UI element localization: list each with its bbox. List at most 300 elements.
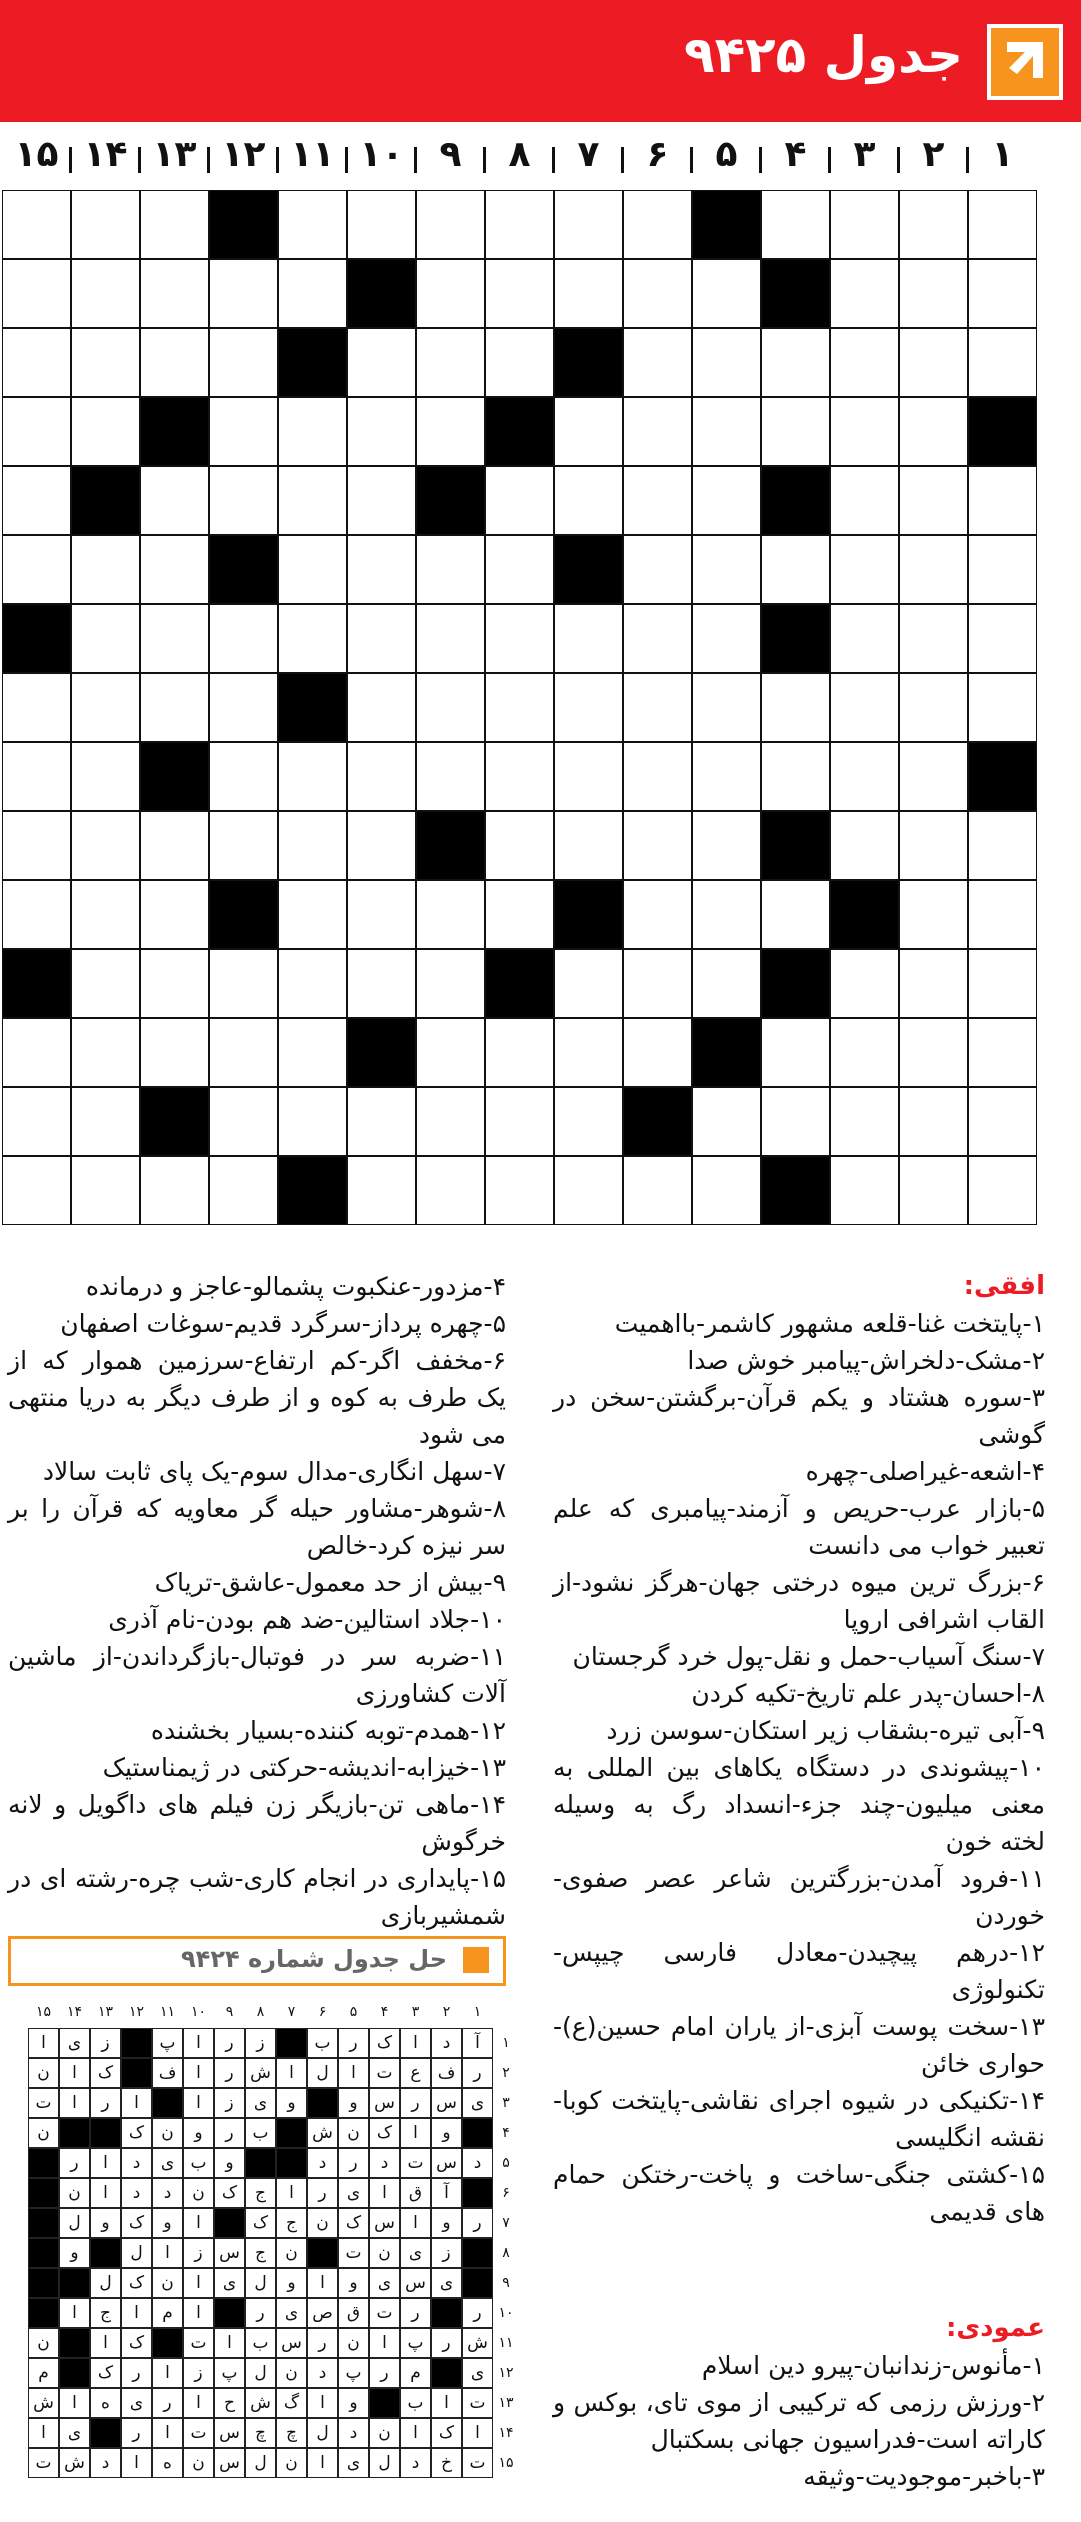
grid-cell[interactable] bbox=[71, 673, 140, 742]
grid-cell[interactable] bbox=[830, 397, 899, 466]
grid-cell[interactable] bbox=[692, 880, 761, 949]
grid-cell[interactable] bbox=[899, 811, 968, 880]
grid-cell[interactable] bbox=[899, 1156, 968, 1225]
grid-cell[interactable] bbox=[899, 949, 968, 1018]
grid-cell[interactable] bbox=[554, 811, 623, 880]
grid-cell[interactable] bbox=[623, 535, 692, 604]
solution-black-cell bbox=[462, 2178, 493, 2208]
solution-row-number: ۹ bbox=[502, 2275, 510, 2291]
column-number: ۴ bbox=[784, 134, 807, 175]
grid-cell[interactable] bbox=[692, 949, 761, 1018]
solution-cell: ی bbox=[152, 2148, 183, 2178]
grid-cell[interactable] bbox=[623, 880, 692, 949]
grid-cell[interactable] bbox=[71, 604, 140, 673]
grid-cell[interactable] bbox=[278, 190, 347, 259]
grid-black-cell bbox=[623, 1087, 692, 1156]
across-clue: ۱-پایتخت غنا-قلعه مشهور کاشمر-بااهمیت bbox=[614, 1309, 1045, 1338]
grid-cell[interactable] bbox=[761, 1018, 830, 1087]
grid-cell[interactable] bbox=[692, 811, 761, 880]
grid-cell[interactable] bbox=[554, 1018, 623, 1087]
solution-title: حل جدول شماره ۹۴۲۴ bbox=[181, 1945, 447, 1973]
grid-cell[interactable] bbox=[278, 811, 347, 880]
solution-column-number: ۷ bbox=[287, 2004, 296, 2020]
solution-cell: ا bbox=[121, 2448, 152, 2478]
solution-cell: ی bbox=[338, 2178, 369, 2208]
grid-cell[interactable] bbox=[347, 1087, 416, 1156]
grid-cell[interactable] bbox=[968, 535, 1037, 604]
column-number: ۳ bbox=[853, 134, 876, 175]
grid-cell[interactable] bbox=[899, 466, 968, 535]
solution-cell: چ bbox=[276, 2418, 307, 2448]
solution-black-cell bbox=[369, 2388, 400, 2418]
grid-cell[interactable] bbox=[71, 949, 140, 1018]
grid-black-cell bbox=[278, 328, 347, 397]
grid-cell[interactable] bbox=[761, 880, 830, 949]
grid-cell[interactable] bbox=[485, 259, 554, 328]
grid-cell[interactable] bbox=[692, 397, 761, 466]
grid-cell[interactable] bbox=[2, 742, 71, 811]
grid-black-cell bbox=[209, 190, 278, 259]
solution-cell: د bbox=[90, 2448, 121, 2478]
solution-black-cell bbox=[307, 2238, 338, 2268]
solution-cell: ق bbox=[400, 2178, 431, 2208]
solution-column-number: ۱ bbox=[473, 2004, 482, 2020]
grid-cell[interactable] bbox=[692, 466, 761, 535]
grid-cell[interactable] bbox=[416, 1018, 485, 1087]
grid-cell[interactable] bbox=[485, 328, 554, 397]
solution-cell: ک bbox=[338, 2208, 369, 2238]
grid-cell[interactable] bbox=[347, 949, 416, 1018]
grid-cell[interactable] bbox=[140, 880, 209, 949]
grid-cell[interactable] bbox=[968, 604, 1037, 673]
grid-cell[interactable] bbox=[71, 328, 140, 397]
grid-cell[interactable] bbox=[278, 535, 347, 604]
grid-cell[interactable] bbox=[278, 1087, 347, 1156]
grid-cell[interactable] bbox=[140, 1156, 209, 1225]
grid-cell[interactable] bbox=[140, 466, 209, 535]
grid-cell[interactable] bbox=[278, 604, 347, 673]
grid-cell[interactable] bbox=[278, 259, 347, 328]
grid-cell[interactable] bbox=[830, 466, 899, 535]
solution-cell: ی bbox=[245, 2088, 276, 2118]
grid-cell[interactable] bbox=[2, 880, 71, 949]
solution-cell: ش bbox=[307, 2118, 338, 2148]
grid-cell[interactable] bbox=[623, 673, 692, 742]
grid-cell[interactable] bbox=[209, 1087, 278, 1156]
grid-cell[interactable] bbox=[692, 259, 761, 328]
solution-black-cell bbox=[90, 2418, 121, 2448]
grid-black-cell bbox=[968, 742, 1037, 811]
grid-cell[interactable] bbox=[140, 328, 209, 397]
grid-cell[interactable] bbox=[968, 673, 1037, 742]
grid-cell[interactable] bbox=[416, 1156, 485, 1225]
solution-black-cell bbox=[59, 2328, 90, 2358]
grid-cell[interactable] bbox=[278, 397, 347, 466]
solution-column-number: ۱۴ bbox=[66, 2004, 83, 2020]
grid-cell[interactable] bbox=[554, 1087, 623, 1156]
solution-cell: س bbox=[431, 2148, 462, 2178]
grid-cell[interactable] bbox=[209, 259, 278, 328]
across-clue: ۲-مشک-دلخراش-پیامبر خوش صدا bbox=[687, 1346, 1045, 1375]
grid-cell[interactable] bbox=[485, 880, 554, 949]
grid-cell[interactable] bbox=[830, 1087, 899, 1156]
grid-cell[interactable] bbox=[761, 328, 830, 397]
solution-black-cell bbox=[121, 2058, 152, 2088]
grid-cell[interactable] bbox=[2, 673, 71, 742]
grid-cell[interactable] bbox=[899, 535, 968, 604]
grid-cell[interactable] bbox=[347, 811, 416, 880]
grid-cell[interactable] bbox=[2, 466, 71, 535]
grid-cell[interactable] bbox=[899, 190, 968, 259]
solution-cell: ن bbox=[28, 2118, 59, 2148]
solution-column-number: ۱۵ bbox=[35, 2004, 52, 2020]
grid-cell[interactable] bbox=[209, 604, 278, 673]
solution-cell: و bbox=[431, 2118, 462, 2148]
grid-cell[interactable] bbox=[347, 880, 416, 949]
grid-cell[interactable] bbox=[2, 1087, 71, 1156]
solution-cell: خ bbox=[431, 2448, 462, 2478]
grid-black-cell bbox=[416, 466, 485, 535]
grid-cell[interactable] bbox=[830, 1156, 899, 1225]
grid-cell[interactable] bbox=[209, 466, 278, 535]
grid-cell[interactable] bbox=[830, 535, 899, 604]
grid-cell[interactable] bbox=[968, 811, 1037, 880]
grid-cell[interactable] bbox=[140, 190, 209, 259]
grid-cell[interactable] bbox=[140, 949, 209, 1018]
grid-cell[interactable] bbox=[554, 949, 623, 1018]
solution-cell: ص bbox=[307, 2298, 338, 2328]
grid-cell[interactable] bbox=[830, 742, 899, 811]
grid-cell[interactable] bbox=[71, 880, 140, 949]
grid-cell[interactable] bbox=[761, 535, 830, 604]
grid-cell[interactable] bbox=[692, 604, 761, 673]
grid-cell[interactable] bbox=[899, 880, 968, 949]
grid-cell[interactable] bbox=[209, 673, 278, 742]
down-clue: ۱۳-خیزابه-اندیشه-حرکتی در ژیمناستیک bbox=[102, 1753, 506, 1782]
grid-cell[interactable] bbox=[830, 1018, 899, 1087]
grid-cell[interactable] bbox=[140, 673, 209, 742]
grid-cell[interactable] bbox=[623, 190, 692, 259]
solution-cell: ک bbox=[245, 2208, 276, 2238]
solution-cell: س bbox=[369, 2208, 400, 2238]
grid-cell[interactable] bbox=[278, 1018, 347, 1087]
grid-cell[interactable] bbox=[830, 190, 899, 259]
solution-black-cell bbox=[245, 2148, 276, 2178]
solution-cell: ا bbox=[90, 2328, 121, 2358]
grid-cell[interactable] bbox=[485, 1087, 554, 1156]
solution-black-cell bbox=[152, 2088, 183, 2118]
grid-cell[interactable] bbox=[554, 190, 623, 259]
grid-cell[interactable] bbox=[278, 742, 347, 811]
grid-cell[interactable] bbox=[416, 604, 485, 673]
grid-cell[interactable] bbox=[623, 1156, 692, 1225]
solution-cell: آ bbox=[462, 2028, 493, 2058]
grid-cell[interactable] bbox=[416, 397, 485, 466]
page-title: جدول ۹۴۲۵ bbox=[684, 26, 963, 84]
grid-cell[interactable] bbox=[623, 604, 692, 673]
grid-cell[interactable] bbox=[554, 397, 623, 466]
solution-cell: ا bbox=[152, 2238, 183, 2268]
solution-black-cell bbox=[28, 2298, 59, 2328]
solution-row-number: ۱۱ bbox=[498, 2335, 514, 2351]
grid-cell[interactable] bbox=[71, 535, 140, 604]
grid-cell[interactable] bbox=[761, 673, 830, 742]
grid-cell[interactable] bbox=[347, 1156, 416, 1225]
grid-cell[interactable] bbox=[209, 811, 278, 880]
grid-cell[interactable] bbox=[2, 328, 71, 397]
grid-cell[interactable] bbox=[485, 1018, 554, 1087]
grid-cell[interactable] bbox=[761, 397, 830, 466]
grid-cell[interactable] bbox=[968, 466, 1037, 535]
grid-cell[interactable] bbox=[761, 1087, 830, 1156]
solution-cell: د bbox=[152, 2178, 183, 2208]
solution-cell: س bbox=[214, 2418, 245, 2448]
grid-cell[interactable] bbox=[209, 1018, 278, 1087]
grid-cell[interactable] bbox=[416, 535, 485, 604]
solution-cell: ا bbox=[183, 2208, 214, 2238]
grid-cell[interactable] bbox=[623, 259, 692, 328]
grid-cell[interactable] bbox=[416, 1087, 485, 1156]
grid-cell[interactable] bbox=[2, 259, 71, 328]
grid-cell[interactable] bbox=[692, 535, 761, 604]
grid-cell[interactable] bbox=[623, 811, 692, 880]
grid-cell[interactable] bbox=[485, 811, 554, 880]
solution-cell: ک bbox=[121, 2118, 152, 2148]
solution-cell: ر bbox=[90, 2088, 121, 2118]
solution-cell: ر bbox=[400, 2088, 431, 2118]
grid-cell[interactable] bbox=[485, 466, 554, 535]
solution-cell: ا bbox=[90, 2148, 121, 2178]
solution-cell: د bbox=[121, 2178, 152, 2208]
grid-cell[interactable] bbox=[2, 1156, 71, 1225]
grid-black-cell bbox=[761, 466, 830, 535]
solution-black-cell bbox=[59, 2268, 90, 2298]
solution-cell: ا bbox=[431, 2388, 462, 2418]
grid-cell[interactable] bbox=[2, 190, 71, 259]
down-clue: ۱۵-پایداری در انجام کاری-شب چره-رشته ای در شمشیربازی bbox=[8, 1864, 506, 1930]
grid-cell[interactable] bbox=[968, 1018, 1037, 1087]
solution-cell: گ bbox=[276, 2388, 307, 2418]
grid-cell[interactable] bbox=[71, 1087, 140, 1156]
grid-cell[interactable] bbox=[416, 190, 485, 259]
grid-black-cell bbox=[761, 811, 830, 880]
grid-cell[interactable] bbox=[416, 259, 485, 328]
solution-black-cell bbox=[90, 2238, 121, 2268]
grid-cell[interactable] bbox=[140, 604, 209, 673]
solution-cell: ف bbox=[152, 2058, 183, 2088]
solution-cell: ی bbox=[59, 2028, 90, 2058]
grid-cell[interactable] bbox=[209, 1156, 278, 1225]
grid-cell[interactable] bbox=[899, 673, 968, 742]
grid-cell[interactable] bbox=[830, 673, 899, 742]
grid-cell[interactable] bbox=[347, 604, 416, 673]
solution-cell: ن bbox=[369, 2238, 400, 2268]
column-number: ۹ bbox=[439, 134, 462, 175]
solution-cell: ل bbox=[245, 2268, 276, 2298]
grid-cell[interactable] bbox=[140, 1018, 209, 1087]
solution-cell: ر bbox=[338, 2148, 369, 2178]
solution-row-number: ۲ bbox=[502, 2065, 510, 2081]
solution-black-cell bbox=[307, 2088, 338, 2118]
solution-cell: ک bbox=[121, 2268, 152, 2298]
solution-black-cell bbox=[462, 2268, 493, 2298]
grid-cell[interactable] bbox=[830, 949, 899, 1018]
grid-cell[interactable] bbox=[140, 535, 209, 604]
grid-cell[interactable] bbox=[761, 190, 830, 259]
grid-cell[interactable] bbox=[968, 880, 1037, 949]
grid-cell[interactable] bbox=[623, 397, 692, 466]
grid-cell[interactable] bbox=[347, 742, 416, 811]
grid-cell[interactable] bbox=[692, 1087, 761, 1156]
grid-cell[interactable] bbox=[71, 1156, 140, 1225]
grid-cell[interactable] bbox=[968, 259, 1037, 328]
grid-cell[interactable] bbox=[416, 673, 485, 742]
solution-cell: ر bbox=[462, 2208, 493, 2238]
down-clue: ۹-بیش از حد معمول-عاشق-تریاک bbox=[154, 1568, 506, 1597]
grid-cell[interactable] bbox=[899, 328, 968, 397]
grid-cell[interactable] bbox=[623, 742, 692, 811]
grid-cell[interactable] bbox=[692, 742, 761, 811]
solution-cell: ن bbox=[338, 2118, 369, 2148]
grid-black-cell bbox=[761, 1156, 830, 1225]
solution-row-number: ۱۲ bbox=[498, 2365, 514, 2381]
grid-cell[interactable] bbox=[968, 328, 1037, 397]
solution-cell: ر bbox=[369, 2358, 400, 2388]
solution-cell: ا bbox=[90, 2178, 121, 2208]
grid-cell[interactable] bbox=[347, 328, 416, 397]
solution-cell: و bbox=[276, 2268, 307, 2298]
grid-cell[interactable] bbox=[347, 190, 416, 259]
grid-cell[interactable] bbox=[968, 190, 1037, 259]
grid-cell[interactable] bbox=[830, 328, 899, 397]
grid-cell[interactable] bbox=[899, 397, 968, 466]
solution-cell: ن bbox=[152, 2118, 183, 2148]
grid-cell[interactable] bbox=[623, 1018, 692, 1087]
grid-cell[interactable] bbox=[830, 604, 899, 673]
grid-cell[interactable] bbox=[71, 190, 140, 259]
grid-cell[interactable] bbox=[830, 811, 899, 880]
grid-cell[interactable] bbox=[347, 673, 416, 742]
solution-cell: ر bbox=[462, 2298, 493, 2328]
grid-cell[interactable] bbox=[485, 742, 554, 811]
grid-cell[interactable] bbox=[71, 811, 140, 880]
grid-cell[interactable] bbox=[554, 673, 623, 742]
across-clues bbox=[553, 1268, 1045, 2230]
solution-cell: ر bbox=[307, 2328, 338, 2358]
grid-cell[interactable] bbox=[140, 259, 209, 328]
solution-black-cell bbox=[28, 2148, 59, 2178]
grid-cell[interactable] bbox=[554, 259, 623, 328]
grid-cell[interactable] bbox=[692, 1156, 761, 1225]
grid-cell[interactable] bbox=[485, 190, 554, 259]
grid-cell[interactable] bbox=[554, 604, 623, 673]
solution-cell: پ bbox=[214, 2358, 245, 2388]
solution-cell: ع bbox=[400, 2058, 431, 2088]
grid-cell[interactable] bbox=[140, 811, 209, 880]
grid-cell[interactable] bbox=[692, 328, 761, 397]
grid-cell[interactable] bbox=[2, 535, 71, 604]
solution-cell: ن bbox=[28, 2328, 59, 2358]
solution-cell: ک bbox=[369, 2118, 400, 2148]
across-clue: ۱۰-پیشوندی در دستگاه یکاهای بین المللی به معنی میلیون-چند جزء-انسداد رگ به وسیله لخته خون bbox=[553, 1753, 1045, 1856]
grid-cell[interactable] bbox=[2, 811, 71, 880]
solution-cell: ت bbox=[462, 2388, 493, 2418]
grid-cell[interactable] bbox=[416, 742, 485, 811]
solution-cell: ی bbox=[121, 2388, 152, 2418]
grid-cell[interactable] bbox=[485, 1156, 554, 1225]
grid-cell[interactable] bbox=[899, 604, 968, 673]
solution-cell: پ bbox=[152, 2028, 183, 2058]
grid-cell[interactable] bbox=[347, 535, 416, 604]
solution-logo-icon bbox=[463, 1947, 489, 1973]
grid-cell[interactable] bbox=[968, 949, 1037, 1018]
grid-cell[interactable] bbox=[209, 328, 278, 397]
solution-cell: ف bbox=[431, 2058, 462, 2088]
solution-column-number: ۲ bbox=[442, 2004, 451, 2020]
grid-cell[interactable] bbox=[554, 466, 623, 535]
grid-cell[interactable] bbox=[899, 259, 968, 328]
grid-cell[interactable] bbox=[968, 1087, 1037, 1156]
grid-cell[interactable] bbox=[692, 673, 761, 742]
grid-black-cell bbox=[761, 949, 830, 1018]
grid-cell[interactable] bbox=[71, 1018, 140, 1087]
grid-cell[interactable] bbox=[71, 259, 140, 328]
grid-cell[interactable] bbox=[485, 535, 554, 604]
down-clue: ۴-مزدور-عنکبوت پشمالو-عاجز و درمانده bbox=[85, 1272, 506, 1301]
grid-cell[interactable] bbox=[71, 397, 140, 466]
column-number: ۱۰ bbox=[359, 134, 404, 175]
grid-cell[interactable] bbox=[554, 1156, 623, 1225]
solution-cell: ر bbox=[121, 2358, 152, 2388]
solution-cell: ی bbox=[276, 2298, 307, 2328]
solution-cell: و bbox=[214, 2148, 245, 2178]
grid-cell[interactable] bbox=[278, 466, 347, 535]
grid-cell[interactable] bbox=[623, 328, 692, 397]
solution-cell: ز bbox=[214, 2088, 245, 2118]
grid-cell[interactable] bbox=[485, 673, 554, 742]
grid-cell[interactable] bbox=[899, 1087, 968, 1156]
grid-cell[interactable] bbox=[347, 397, 416, 466]
grid-cell[interactable] bbox=[416, 328, 485, 397]
grid-cell[interactable] bbox=[554, 742, 623, 811]
grid-cell[interactable] bbox=[623, 949, 692, 1018]
grid-cell[interactable] bbox=[623, 466, 692, 535]
grid-cell[interactable] bbox=[278, 880, 347, 949]
grid-cell[interactable] bbox=[71, 742, 140, 811]
solution-cell: ت bbox=[462, 2448, 493, 2478]
grid-cell[interactable] bbox=[278, 949, 347, 1018]
grid-cell[interactable] bbox=[899, 1018, 968, 1087]
grid-cell[interactable] bbox=[485, 604, 554, 673]
grid-cell[interactable] bbox=[899, 742, 968, 811]
grid-cell[interactable] bbox=[347, 466, 416, 535]
solution-row-number: ۱۳ bbox=[498, 2395, 514, 2411]
grid-cell[interactable] bbox=[761, 742, 830, 811]
grid-cell[interactable] bbox=[416, 880, 485, 949]
grid-cell[interactable] bbox=[209, 949, 278, 1018]
grid-cell[interactable] bbox=[2, 1018, 71, 1087]
across-clue: ۶-بزرگ ترین میوه درختی جهان-هرگز نشود-از القاب اشرافی اروپا bbox=[553, 1568, 1045, 1634]
grid-cell[interactable] bbox=[2, 397, 71, 466]
grid-cell[interactable] bbox=[416, 949, 485, 1018]
grid-cell[interactable] bbox=[209, 397, 278, 466]
grid-cell[interactable] bbox=[209, 742, 278, 811]
solution-column-number: ۱۱ bbox=[159, 2004, 176, 2020]
grid-cell[interactable] bbox=[968, 1156, 1037, 1225]
grid-cell[interactable] bbox=[830, 259, 899, 328]
across-clue: ۱۵-کشتی جنگی-ساخت و پاخت-رختکن حمام های قدیمی bbox=[553, 2160, 1045, 2226]
solution-column-number: ۴ bbox=[380, 2004, 389, 2020]
